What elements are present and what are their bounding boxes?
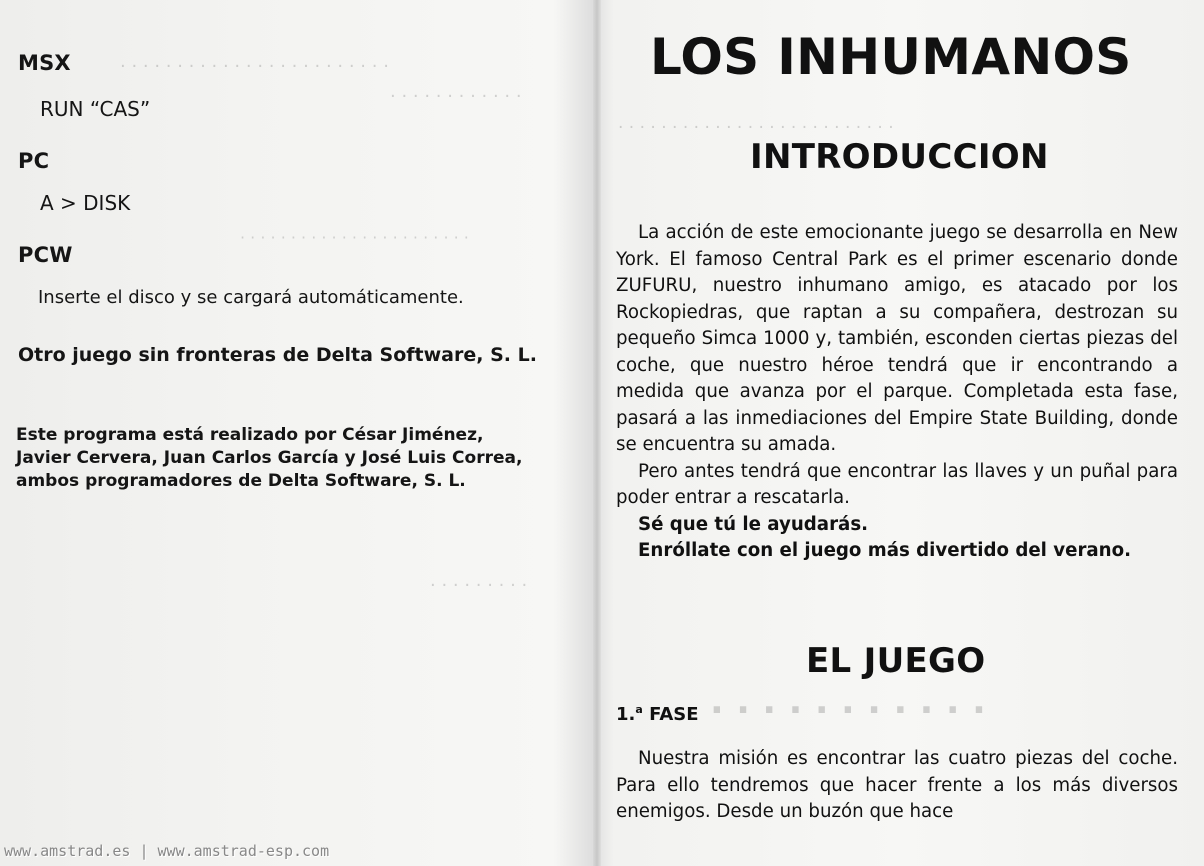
introduccion-heading: INTRODUCCION <box>750 137 1049 177</box>
left-page <box>0 0 590 866</box>
bleed-through-text: · · · · · · · · · <box>430 575 528 596</box>
bleed-through-text: · · · · · · · · · · · · <box>390 86 522 107</box>
fase-ordinal: a <box>635 703 643 716</box>
msx-command: RUN “CAS” <box>40 97 151 121</box>
fase-paragraph: Nuestra misión es encontrar las cuatro piezas del coche. Para ello tendremos que hacer frente a los más diversos enemigos. Desde un buzón que hace <box>616 748 1178 822</box>
credits-text: Este programa está realizado por César Jiménez, Javier Cervera, Juan Carlos García y José Luis Correa, ambos programadores de Delta Software, S. L. <box>16 425 523 491</box>
page-title: LOS INHUMANOS <box>650 28 1132 86</box>
bleed-through-heading: · · · · · · · · · · · <box>710 690 986 731</box>
fase-number: 1. <box>616 704 636 725</box>
fase-heading <box>616 704 699 724</box>
promo-line: Otro juego sin fronteras de Delta Software, S. L. <box>18 344 537 366</box>
fase-label: FASE <box>649 704 699 725</box>
pcw-label: PCW <box>18 243 73 267</box>
site-watermark: www.amstrad.es | www.amstrad-esp.com <box>4 842 330 860</box>
intro-paragraph-1: La acción de este emocionante juego se desarrolla en New York. El famoso Central Park es el primer escenario donde ZUFURU, nuestro inhumano amigo, es atacado por los Rockopiedras, que raptan a su compañera, destrozan su pequeño Simca 1000 y, también, esconden ciertas piezas del coche, que nuestro héroe tendrá que ir encontrando a medida que avanza por el parque. Completada esta fase, pasará a las inmediaciones del Empire State Building, donde se encuentra su amada. <box>616 222 1178 455</box>
bleed-through-text: · · · · · · · · · · · · · · · · · · · · · · · · · · <box>618 118 894 138</box>
pc-command: A > DISK <box>40 191 131 215</box>
introduccion-body <box>616 220 1178 565</box>
msx-label: MSX <box>18 51 71 75</box>
intro-highlight-1: Sé que tú le ayudarás. <box>638 513 869 535</box>
pc-label: PC <box>18 149 50 173</box>
fase-body <box>616 746 1178 826</box>
intro-highlight-2: Enróllate con el juego más divertido del verano. <box>638 540 1132 561</box>
bleed-through-text: · · · · · · · · · · · · · · · · · · · · · · · <box>240 228 469 247</box>
intro-paragraph-2: Pero antes tendrá que encontrar las llaves y un puñal para poder entrar a rescatarla. <box>616 460 1178 508</box>
bleed-through-text: · · · · · · · · · · · · · · · · · · · · · · · · <box>120 56 389 77</box>
el-juego-heading: EL JUEGO <box>806 641 986 681</box>
pcw-instruction: Inserte el disco y se cargará automáticamente. <box>38 287 464 308</box>
